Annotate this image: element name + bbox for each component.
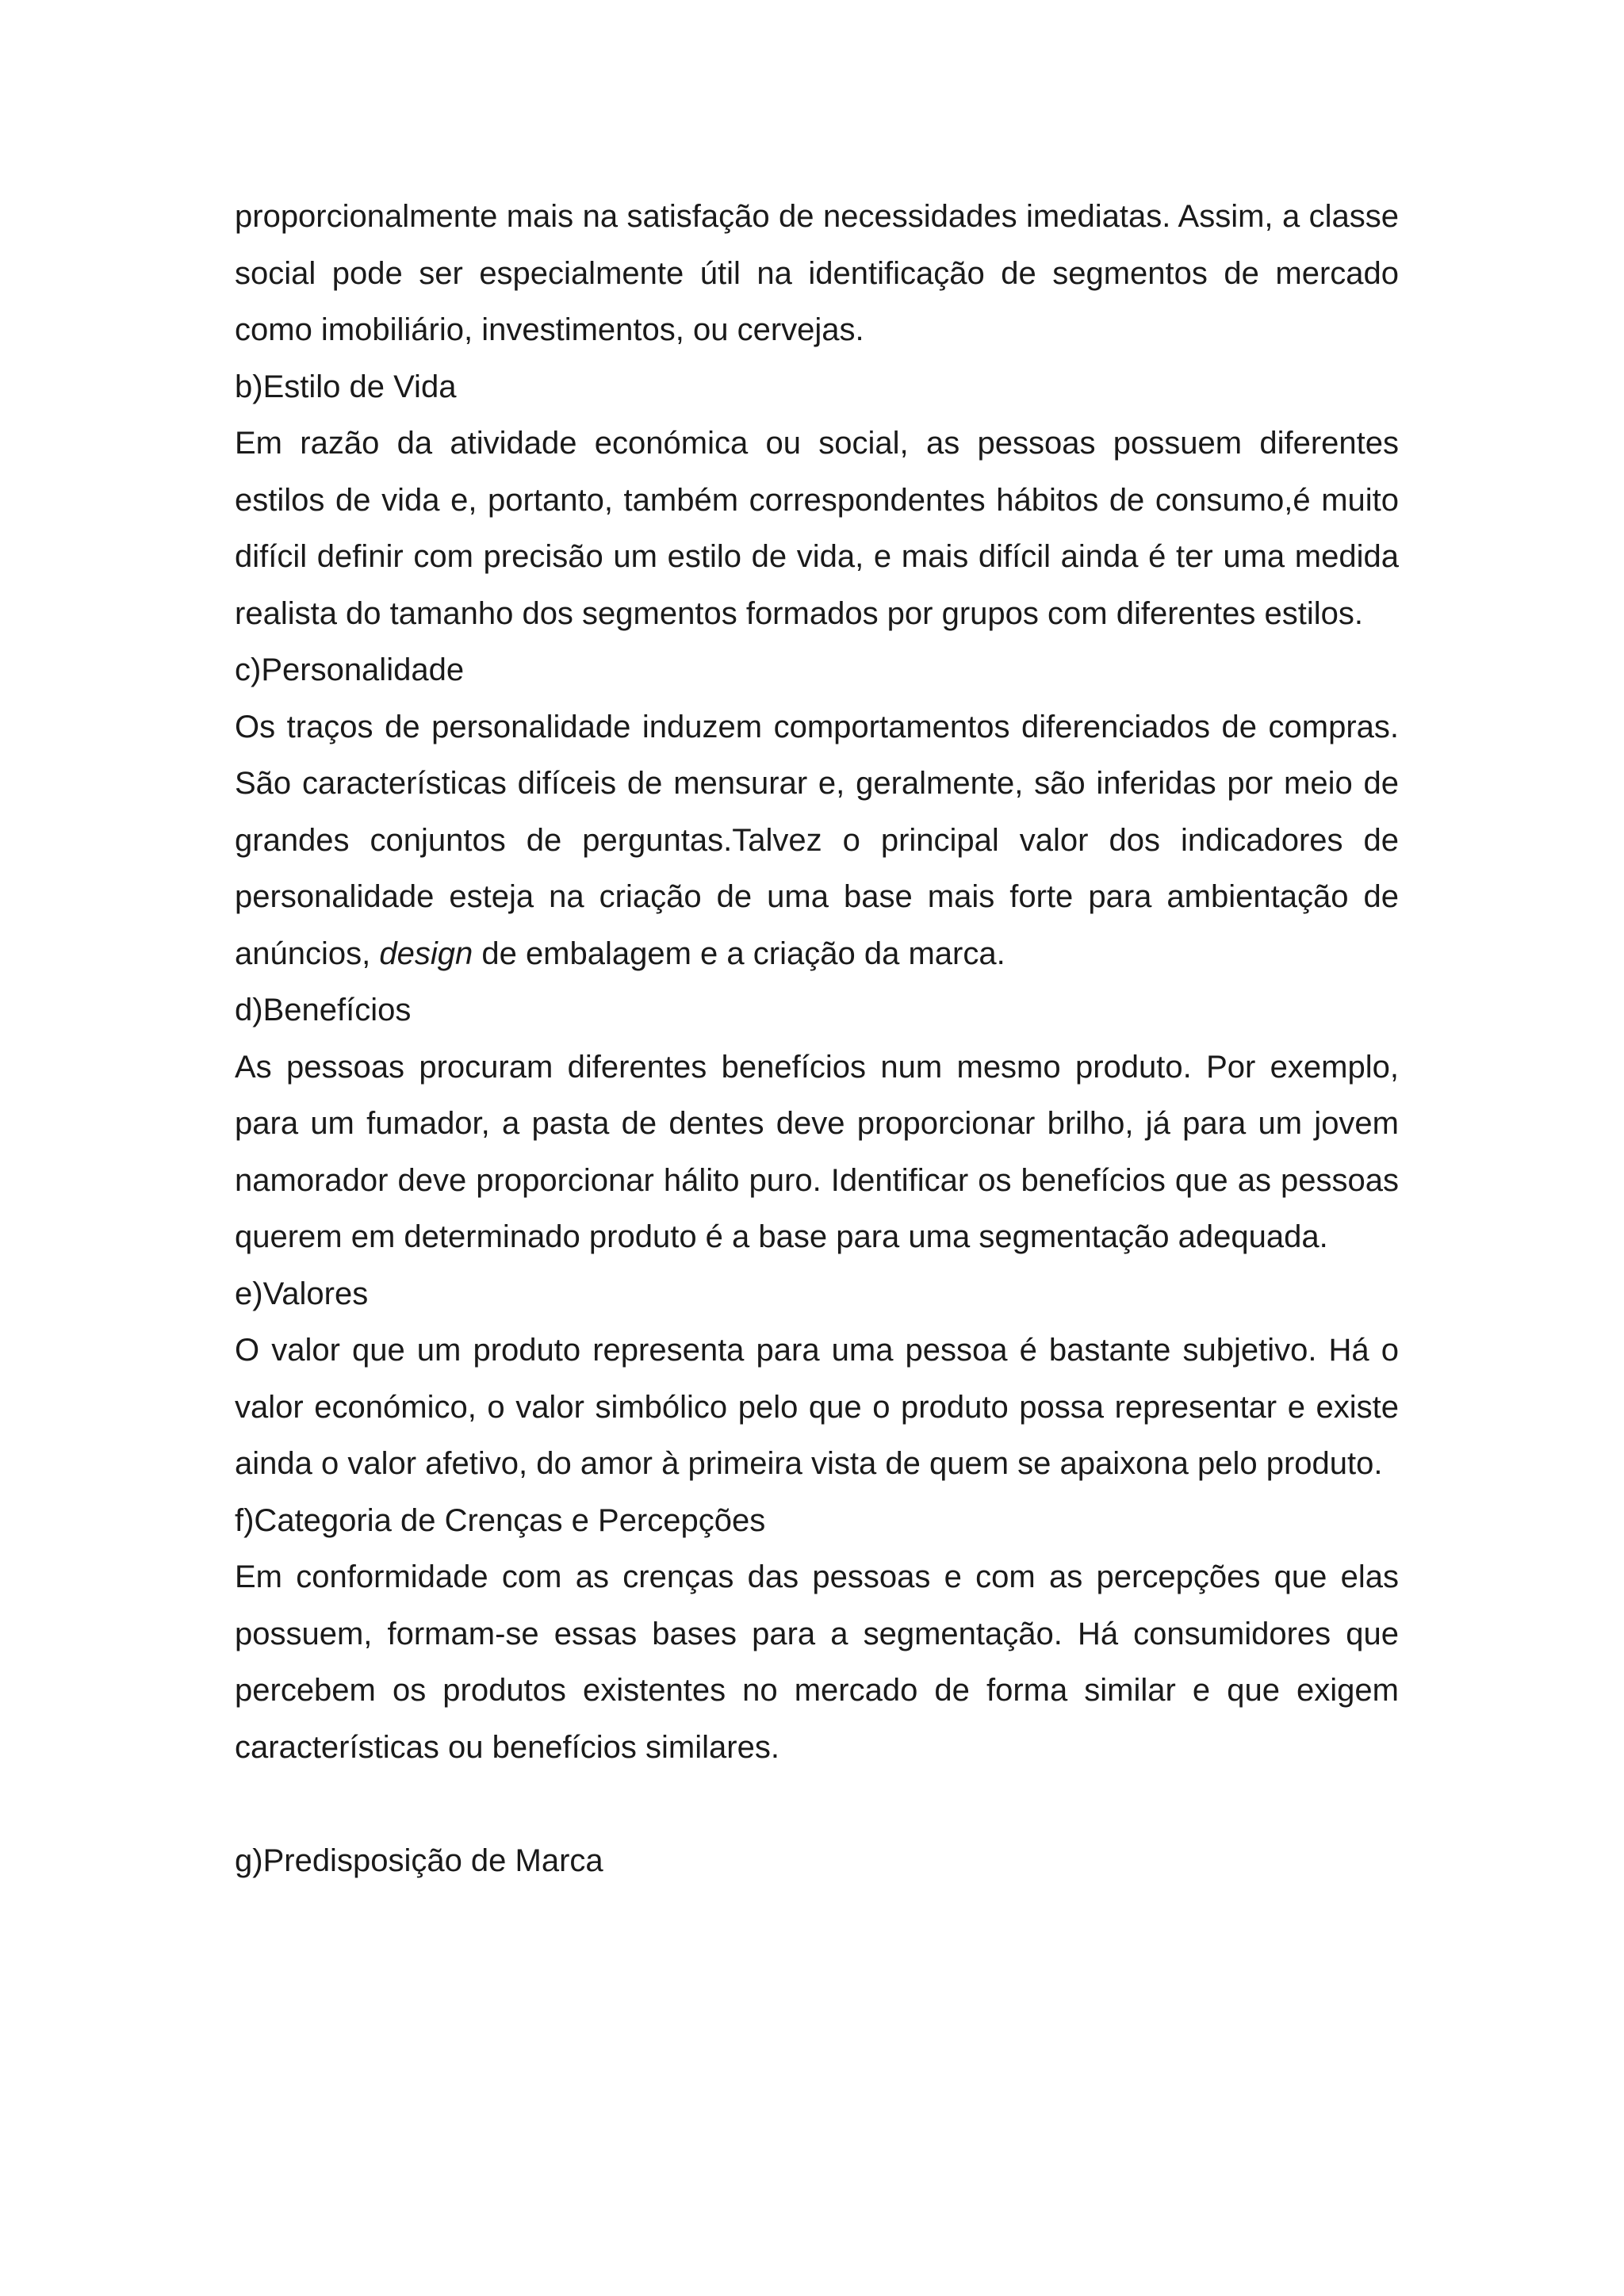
paragraph-beliefs-perceptions: Em conformidade com as crenças das pessoas e com as percepções que elas possuem, formam-se essas bases para a segmentação. Há consumidores que percebem os produtos existentes no mercado de forma similar e que exigem características ou benefícios similares. <box>235 1559 1399 1765</box>
heading-personality: c)Personalidade <box>235 652 465 687</box>
paragraph-personality <box>235 699 1399 983</box>
blank-line <box>235 1776 1399 1833</box>
heading-beliefs-perceptions: f)Categoria de Crenças e Percepções <box>235 1502 766 1538</box>
paragraph-personality-part2: de embalagem e a criação da marca. <box>473 936 1005 971</box>
paragraph-social-class: proporcionalmente mais na satisfação de necessidades imediatas. Assim, a classe social pode ser especialmente útil na identificação de segmentos de mercado como imobiliário, investimentos, ou cervejas. <box>235 199 1399 347</box>
heading-benefits: d)Benefícios <box>235 993 412 1027</box>
paragraph-personality-part1: Os traços de personalidade induzem comportamentos diferenciados de compras. São características difíceis de mensurar e, geralmente, são inferidas por meio de grandes conjuntos de perguntas.Talvez o principal valor dos indicadores de personalidade esteja na criação de uma base mais forte para ambientação de anúncios, <box>235 709 1399 971</box>
paragraph-benefits: As pessoas procuram diferentes benefícios num mesmo produto. Por exemplo, para um fumador, a pasta de dentes deve proporcionar brilho, já para um jovem namorador deve proporcionar hálito puro. Identificar os benefícios que as pessoas querem em determinado produto é a base para uma segmentação adequada. <box>235 1049 1399 1254</box>
document-body <box>235 189 1399 1889</box>
heading-brand-predisposition: g)Predisposição de Marca <box>235 1843 603 1878</box>
heading-values: e)Valores <box>235 1276 369 1311</box>
heading-lifestyle: b)Estilo de Vida <box>235 369 457 404</box>
paragraph-values: O valor que um produto representa para uma pessoa é bastante subjetivo. Há o valor económico, o valor simbólico pelo que o produto possa representar e existe ainda o valor afetivo, do amor à primeira vista de quem se apaixona pelo produto. <box>235 1333 1399 1481</box>
paragraph-lifestyle: Em razão da atividade económica ou social, as pessoas possuem diferentes estilos de vida e, portanto, também correspondentes hábitos de consumo,é muito difícil definir com precisão um estilo de vida, e mais difícil ainda é ter uma medida realista do tamanho dos segmentos formados por grupos com diferentes estilos. <box>235 426 1399 631</box>
italic-design-word: design <box>379 936 473 971</box>
